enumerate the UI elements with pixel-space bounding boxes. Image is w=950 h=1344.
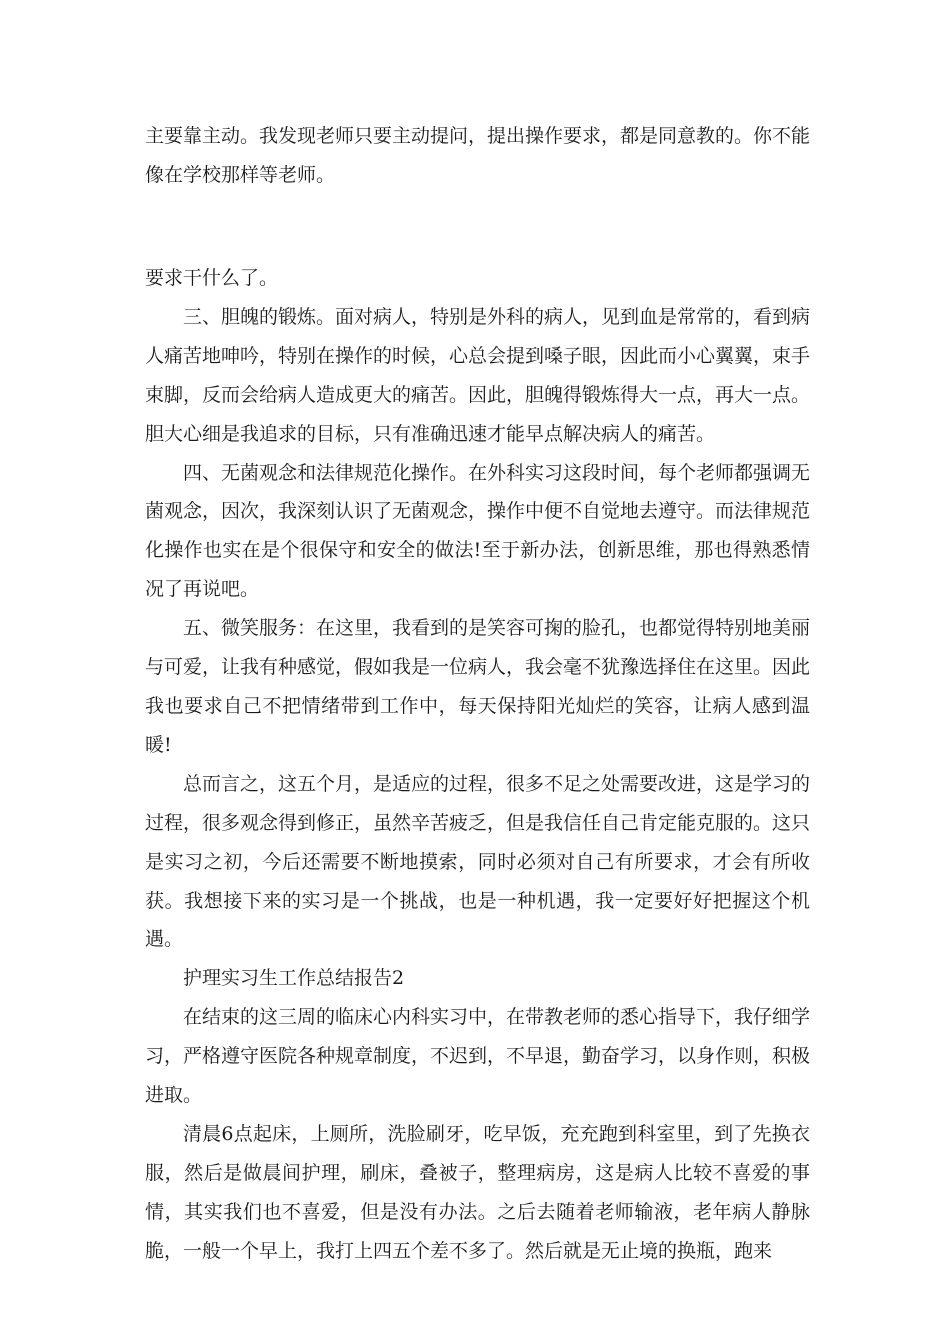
paragraph: 在结束的这三周的临床心内科实习中，在带教老师的悉心指导下，我仔细学习，严格遵守医院各种规章制度，不迟到，不早退，勤奋学习，以身作则，积极进取。 (145, 1006, 811, 1107)
section-heading: 护理实习生工作总结报告2 (183, 967, 405, 990)
paragraph: 五、微笑服务：在这里，我看到的是笑容可掬的脸孔，也都觉得特别地美丽与可爱，让我有种感觉，假如我是一位病人，我会毫不犹豫选择住在这里。因此我也要求自己不把情绪带到工作中，每天保持阳光灿烂的笑容，让病人感到温暖! (145, 617, 811, 756)
paragraph: 三、胆魄的锻炼。面对病人，特别是外科的病人，见到血是常常的，看到病人痛苦地呻吟，特别在操作的时候，心总会提到嗓子眼，因此而小心翼翼，束手束脚，反而会给病人造成更大的痛苦。因此，胆魄得锻炼得大一点，再大一点。胆大心细是我追求的目标，只有准确迅速才能早点解决病人的痛苦。 (145, 305, 811, 445)
paragraph: 清晨6点起床，上厕所，洗脸刷牙，吃早饭，充充跑到科室里，到了先换衣服，然后是做晨间护理，刷床，叠被子，整理病房，这是病人比较不喜爱的事情，其实我们也不喜爱，但是没有办法。之后去随着老师输液，老年病人静脉脆，一般一个早上，我打上四五个差不多了。然后就是无止境的换瓶，跑来 (145, 1122, 810, 1262)
paragraph: 要求干什么了。 (145, 267, 279, 289)
paragraph-fragment: 主要靠主动。我发现老师只要主动提问，提出操作要求，都是同意教的。你不能像在学校那样等老师。 (145, 125, 811, 186)
paragraph: 四、无菌观念和法律规范化操作。在外科实习这段时间，每个老师都强调无菌观念，因次，我深刻认识了无菌观念，操作中便不自觉地去遵守。而法律规范化操作也实在是个很保守和安全的做法!至于新办法，创新思维，那也得熟悉情况了再说吧。 (145, 461, 811, 601)
paragraph: 总而言之，这五个月，是适应的过程，很多不足之处需要改进，这是学习的过程，很多观念得到修正，虽然辛苦疲乏，但是我信任自己肯定能克服的。这只是实习之初，今后还需要不断地摸索，同时必须对自己有所要求，才会有所收获。我想接下来的实习是一个挑战，也是一种机遇，我一定要好好把握这个机遇。 (145, 772, 811, 951)
main-text (145, 259, 810, 1271)
top-fragment (145, 117, 810, 195)
